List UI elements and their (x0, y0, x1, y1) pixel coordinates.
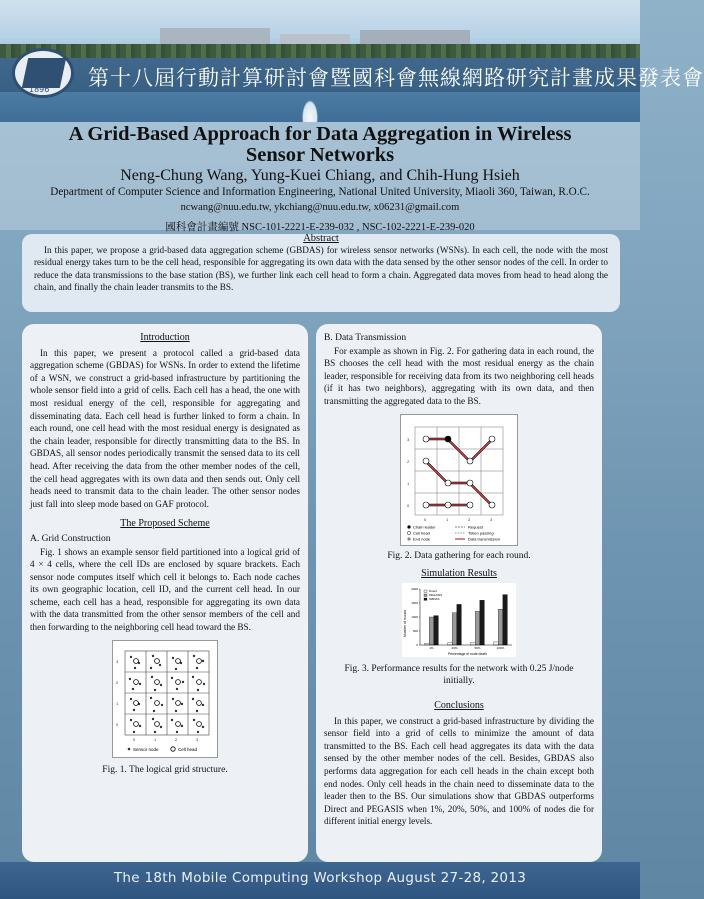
svg-text:0: 0 (407, 502, 410, 508)
chart-bar-gbdas (503, 594, 508, 644)
grid-construction-text: Fig. 1 shows an example sensor field partitioned into a logical grid of 4 × 4 cells, where the cell IDs are enclosed by square brackets. Each sensor node computes itself which cell it belongs to. Each node caches its own geographic location, cell ID, and the current cell head. In our scheme, each cell has a head, responsible for aggregating its own data with the data transmitted from the other sensor members of the cell and then forwarding to the neighboring cell head toward the BS. (30, 546, 300, 633)
chart-bar-direct (448, 643, 453, 645)
chart-bar-pegasis (475, 611, 480, 645)
chart-bar-direct (471, 642, 476, 645)
chart-xlabel: Percentage of node death (448, 651, 488, 656)
paper-title-line2: Sensor Networks (245, 144, 395, 166)
fig1-legend-sensor: Sensor node (133, 746, 159, 752)
chart-bar-direct (425, 643, 430, 645)
fig2-legend-head: Cell head (413, 530, 430, 536)
abstract-text: In this paper, we propose a grid-based data aggregation scheme (GBDAS) for wireless sensor networks (WSNs). In each cell, the node with the most residual energy takes turn to be the cell head, responsible for aggregating its own data with the data sensed by the other sensor nodes of the cell. In order to reduce the data transmissions to the base station (BS), we further link each cell head to form a chain. Aggregated data moves from head to head along the chain, and finally the chain leader transmits to the BS. (34, 245, 608, 292)
svg-text:2: 2 (175, 736, 178, 742)
fig1-caption: Fig. 1. The logical grid structure. (102, 764, 228, 775)
chart-bar-gbdas (480, 600, 485, 645)
logo-year: 1896 (29, 85, 50, 94)
chart-bar-gbdas (457, 604, 462, 645)
chart-legend-label: PEGASIS (429, 592, 443, 597)
chart-xtick-label: 50% (474, 645, 481, 650)
chart-legend-label: Direct (429, 588, 437, 593)
fig2-legend-end: End node (413, 536, 431, 542)
department: Department of Computer Science and Information Engineering, National United University, Miaoli 360, Taiwan, R.O.C. (50, 186, 590, 198)
workshop-chinese-title: 第十八屆行動計算研討會暨國科會無線網路研究計畫成果發表會 (88, 66, 704, 90)
left-column (22, 324, 308, 862)
chart-bar-pegasis (452, 613, 457, 645)
introduction-heading: Introduction (140, 332, 190, 343)
svg-text:1: 1 (116, 700, 119, 706)
chart-ytick-label: 500 (412, 628, 418, 633)
chart-legend-swatch (424, 594, 427, 596)
fig2-caption: Fig. 2. Data gathering for each round. (387, 550, 531, 561)
simulation-heading: Simulation Results (421, 568, 497, 580)
introduction-text: In this paper, we present a protocol called a grid-based data aggregation scheme (GBDAS) for WSNs. In order to extend the lifetime of a WSN, we construct a grid-based infrastructure by partitioning the whole sensor field into a grid of cells. Each cell has a head, the one with most residual energy of the cell, responsible for aggregating and disseminating data. Each cell head is further linked to form a chain. In each round, one cell head with the most residual energy is designated as the chain leader, responsible for directly transmitting data to the BS. In GBDAS, all sensor nodes periodically transmit the sensed data to its cell head. After receiving the data from the other member nodes of the cell, the cell head aggregates with its own data and then sends out. Only cell heads need to transmit data to the chain leader. The other sensor nodes just fall into sleep mode based on GAF protocol. (30, 347, 300, 509)
svg-text:2: 2 (468, 516, 471, 522)
svg-text:0: 0 (424, 516, 427, 522)
fig3-chart-svg (402, 583, 516, 657)
data-transmission-subheading: B. Data Transmission (324, 333, 407, 343)
fig3-caption-line2: initially. (443, 676, 475, 687)
svg-text:3: 3 (116, 658, 119, 664)
fig2-data-gathering-figure (400, 414, 518, 546)
chart-bar-pegasis (429, 617, 434, 645)
fig3-caption-line1: Fig. 3. Performance results for the network with 0.25 J/node (344, 663, 574, 674)
svg-text:3: 3 (490, 516, 493, 522)
grid-construction-subheading: A. Grid Construction (30, 533, 111, 544)
fig1-legend-head: Cell head (178, 746, 198, 752)
svg-text:1: 1 (154, 736, 157, 742)
chart-xtick-label: 100% (496, 645, 505, 650)
fig3-chart (402, 583, 516, 657)
svg-text:3: 3 (407, 436, 410, 442)
fig1-grid-svg (113, 641, 217, 757)
chart-bar-gbdas (434, 615, 439, 644)
chart-ytick-label: 2000 (411, 586, 418, 591)
chart-ytick-label: 0 (416, 642, 418, 647)
abstract-box (22, 234, 620, 312)
grant-numbers: 國科會計畫編號 NSC-101-2221-E-239-032 , NSC-102-2221-E-239-020 (165, 222, 475, 233)
fig1-grid-figure (112, 640, 218, 758)
conclusions-text: In this paper, we construct a grid-based infrastructure by dividing the sensor field into a grid of cells to minimize the amount of data transmitted to the BS. Each cell head aggregates its data with the data sensed by the other member nodes of the cell. Besides, GBDAS also performs data aggregation for each cell heads in the chain except both end nodes. Only cell heads in the chain need to disseminate data to the leader then to the BS. Our simulations show that GBDAS outperforms Direct and PEGASIS when 1%, 20%, 50%, and 100% of nodes die for different initial energy levels. (324, 715, 594, 827)
chart-xtick-label: 20% (451, 645, 458, 650)
header-banner (0, 0, 640, 122)
university-logo (12, 48, 74, 98)
chain-leader-node (445, 436, 451, 442)
fig2-svg (401, 415, 517, 545)
svg-text:1: 1 (407, 480, 410, 486)
chart-bar-pegasis (498, 609, 503, 645)
paper-title-line1: A Grid-Based Approach for Data Aggregation in Wireless (68, 123, 572, 145)
svg-text:2: 2 (116, 679, 119, 685)
fig2-legend-token: Token passing (468, 530, 494, 536)
data-transmission-text: For example as shown in Fig. 2. For gathering data in each round, the BS chooses the cell head with the most residual energy as the chain leader, responsible for receiving data from its two neighboring cell heads (if it has two neighbors), aggregating with its own data, and then transmitting the aggregated data to the BS. (324, 345, 594, 406)
cell-heads (134, 658, 202, 726)
chart-legend-swatch (424, 598, 427, 600)
fig2-legend-request: Request (468, 524, 483, 530)
chart-legend-swatch (424, 590, 427, 592)
svg-text:0: 0 (133, 736, 136, 742)
svg-text:0: 0 (116, 721, 119, 727)
fig2-legend-leader: Chain leader (413, 524, 436, 530)
chart-ylabel: Number of rounds (403, 609, 407, 637)
svg-text:2: 2 (407, 458, 410, 464)
emails: ncwang@nuu.edu.tw, ykchiang@nuu.edu.tw, x06231@gmail.com (180, 202, 460, 213)
svg-text:1: 1 (446, 516, 449, 522)
abstract-heading: Abstract (303, 233, 339, 244)
chart-bar-direct (494, 642, 499, 645)
chart-xtick-label: 1% (429, 645, 434, 650)
footer-text: The 18th Mobile Computing Workshop August 27-28, 2013 (113, 870, 527, 886)
conclusions-heading: Conclusions (434, 699, 484, 711)
proposed-scheme-heading: The Proposed Scheme (120, 518, 210, 530)
svg-text:3: 3 (196, 736, 199, 742)
chart-ytick-label: 1500 (411, 600, 418, 605)
chart-ytick-label: 1000 (411, 614, 418, 619)
fig2-legend-data: Data transmission (468, 536, 501, 542)
chart-legend-label: GBDAS (429, 596, 440, 601)
right-column (316, 324, 602, 862)
tree-line (0, 44, 640, 58)
fountain (302, 100, 318, 122)
authors: Neng-Chung Wang, Yung-Kuei Chiang, and Chih-Hung Hsieh (120, 167, 520, 184)
